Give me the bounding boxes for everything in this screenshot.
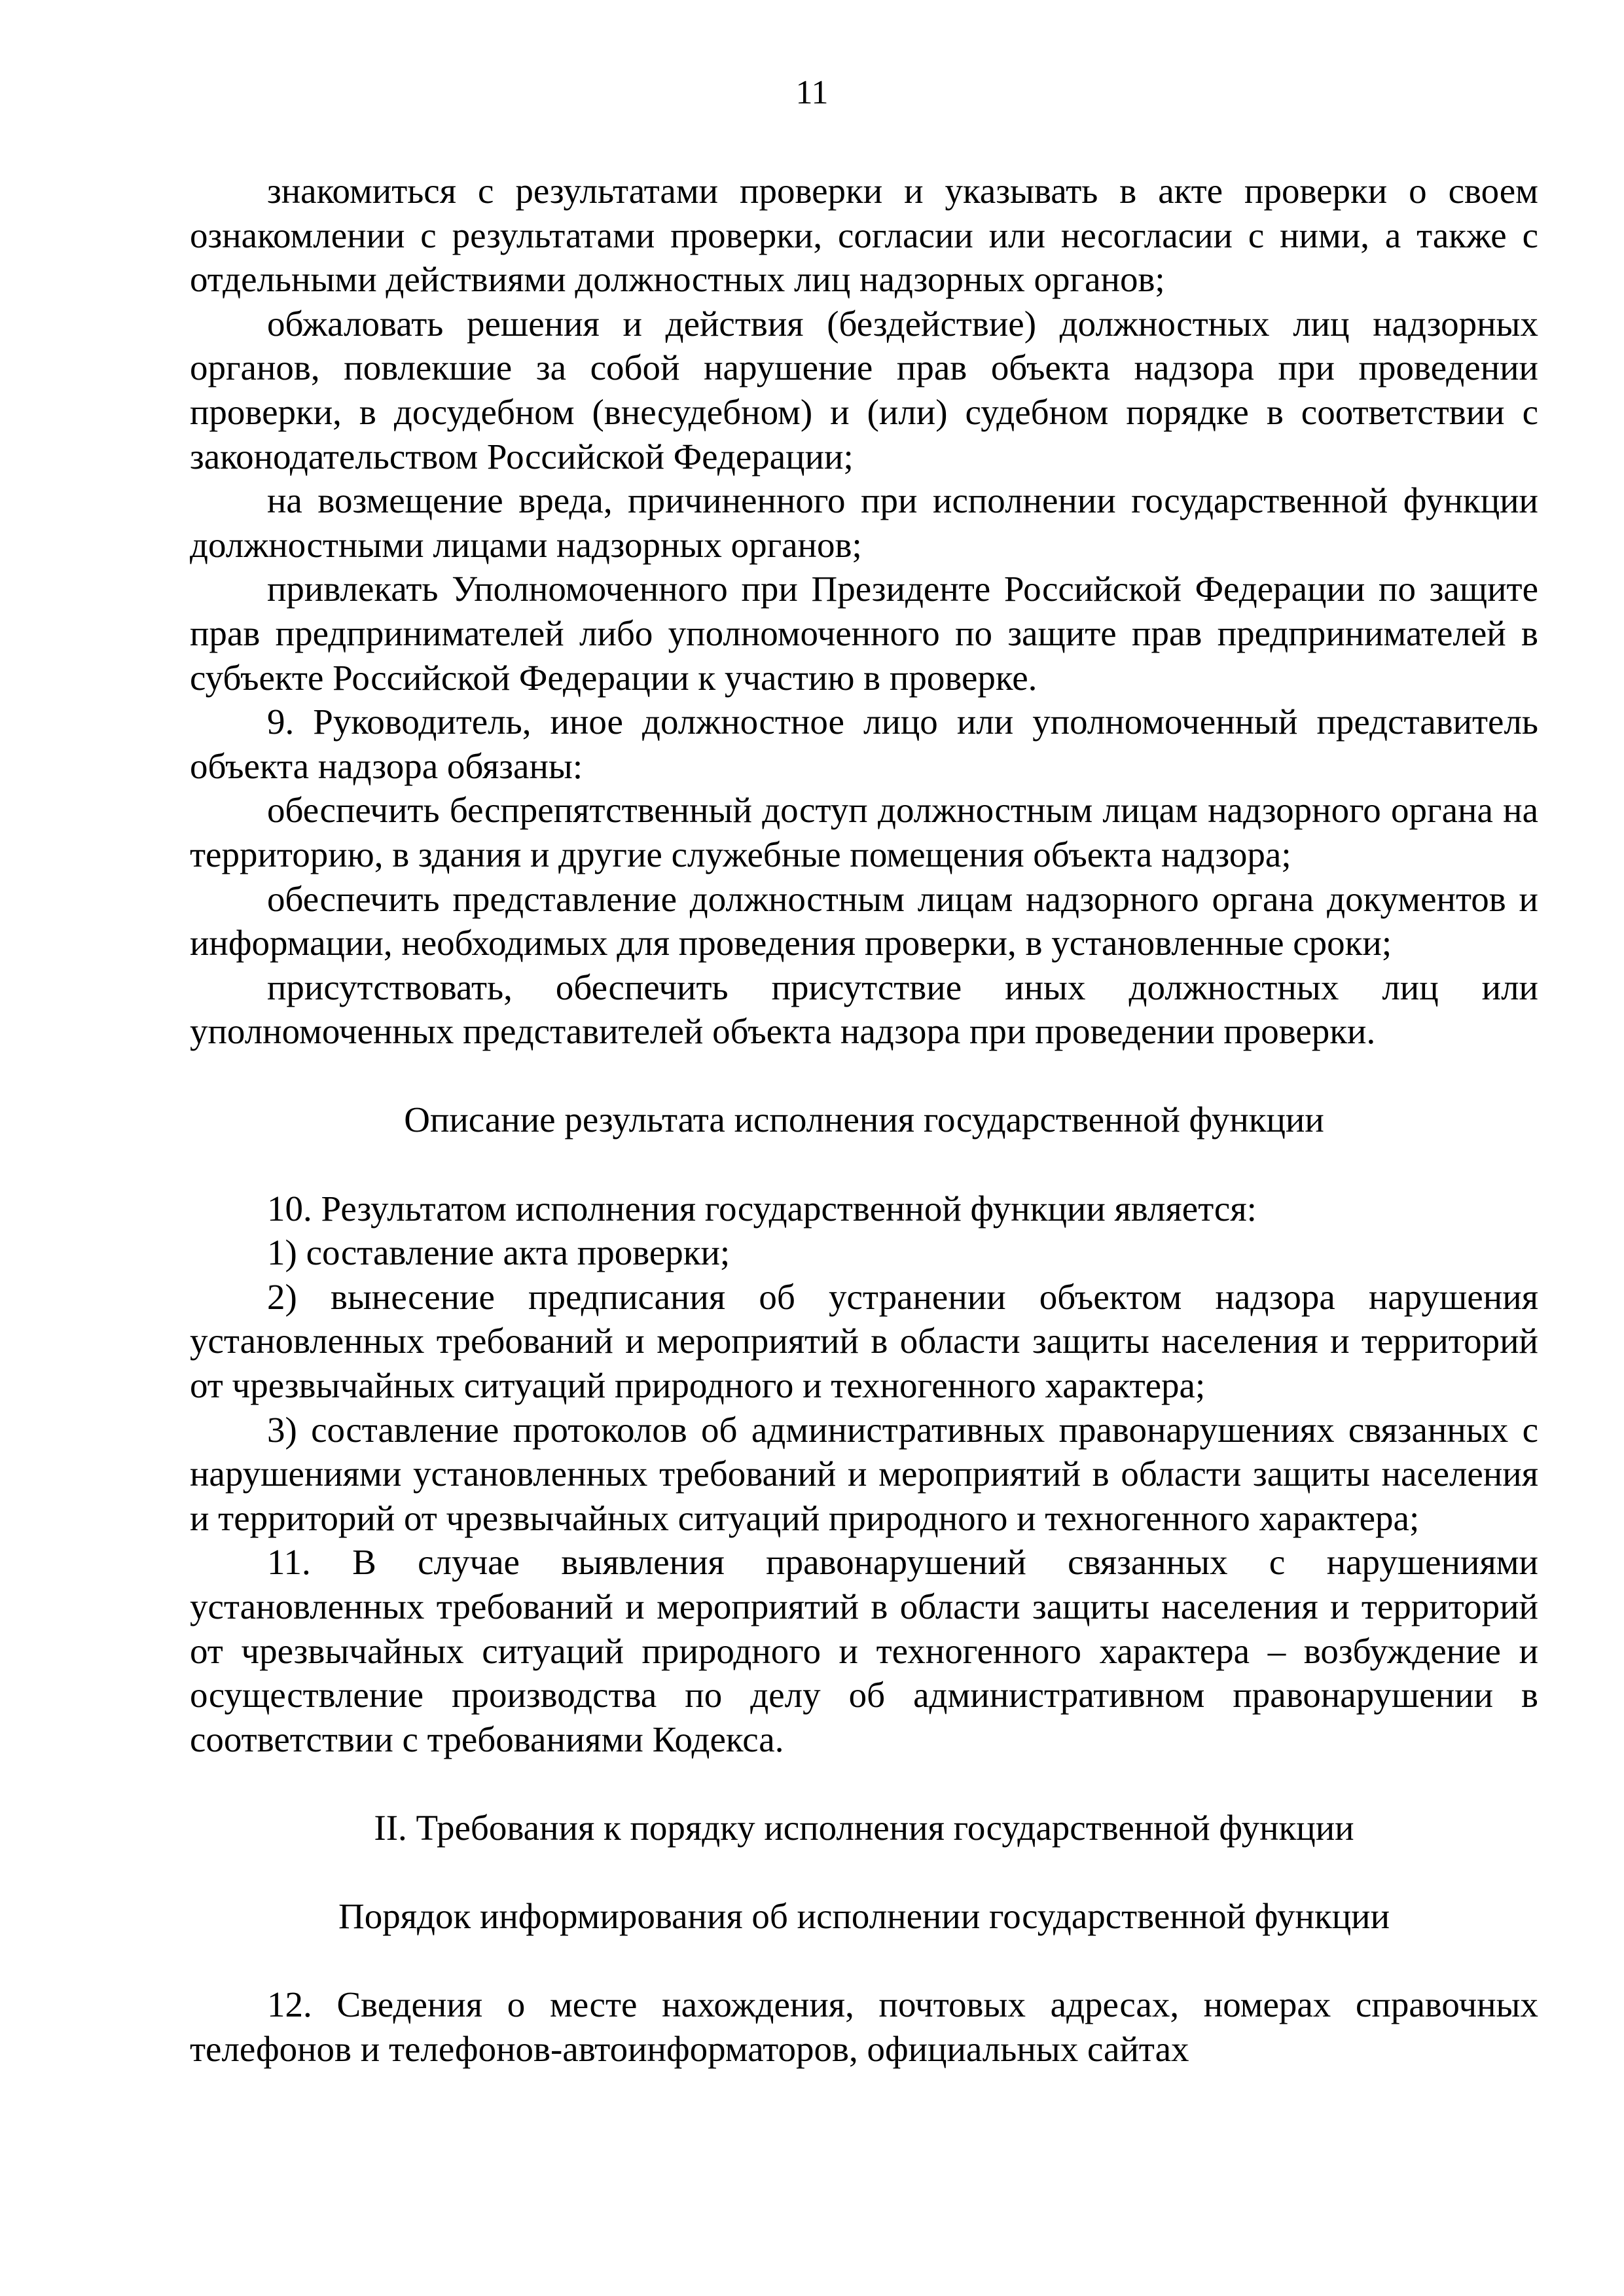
section-heading: Порядок информирования об исполнении государственной функции bbox=[338, 1896, 1390, 1937]
paragraph: присутствовать, обеспечить присутствие иных должностных лиц или уполномоченных представителей объекта надзора при проведении проверки. bbox=[190, 967, 1538, 1052]
paragraph: 1) составление акта проверки; bbox=[267, 1232, 731, 1273]
spacer bbox=[190, 1761, 1538, 1806]
paragraph: на возмещение вреда, причиненного при исполнении государственной функции должностными лицами надзорных органов; bbox=[190, 480, 1538, 565]
spacer bbox=[190, 1850, 1538, 1895]
paragraph: обжаловать решения и действия (бездействие) должностных лиц надзорных органов, повлекшие за собой нарушение прав объекта надзора при проведении проверки, в досудебном (внесудебном) и (или) судебном порядке в соответствии с законодательством Российской Федерации; bbox=[190, 303, 1538, 476]
paragraph: обеспечить представление должностным лицам надзорного органа документов и информации, необходимых для проведения проверки, в установленные сроки; bbox=[190, 878, 1538, 963]
page-number: 11 bbox=[795, 74, 829, 111]
paragraph: 10. Результатом исполнения государственной функции является: bbox=[267, 1188, 1257, 1229]
paragraph: привлекать Уполномоченного при Президенте Российской Федерации по защите прав предпринимателей либо уполномоченного по защите прав предпринимателей в субъекте Российской Федерации к участию в проверке. bbox=[190, 569, 1538, 698]
chapter-heading: II. Требования к порядку исполнения государственной функции bbox=[374, 1807, 1354, 1848]
paragraph: 11. В случае выявления правонарушений связанных с нарушениями установленных требований и мероприятий в области защиты населения и территорий от чрезвычайных ситуаций природного и техногенного характера – возбуждение и осуществление производства по делу об административном правонарушении в соответствии с требованиями Кодекса. bbox=[190, 1542, 1538, 1759]
paragraph: 12. Сведения о месте нахождения, почтовых адресах, номерах справочных телефонов и телефонов-автоинформаторов, официальных сайтах bbox=[190, 1984, 1538, 2069]
paragraph: 3) составление протоколов об административных правонарушениях связанных с нарушениями установленных требований и мероприятий в области защиты населения и территорий от чрезвычайных ситуаций природного и техногенного характера; bbox=[190, 1409, 1538, 1538]
paragraph: знакомиться с результатами проверки и указывать в акте проверки о своем ознакомлении с результатами проверки, согласии или несогласии с ними, а также с отдельными действиями должностных лиц надзорных органов; bbox=[190, 171, 1538, 300]
spacer bbox=[190, 1142, 1538, 1187]
spacer bbox=[190, 1939, 1538, 1983]
document-body bbox=[190, 169, 1538, 2072]
paragraph: 9. Руководитель, иное должностное лицо или уполномоченный представитель объекта надзора обязаны: bbox=[190, 702, 1538, 786]
paragraph: 2) вынесение предписания об устранении объектом надзора нарушения установленных требований и мероприятий в области защиты населения и территорий от чрезвычайных ситуаций природного и техногенного характера; bbox=[190, 1276, 1538, 1406]
paragraph: обеспечить беспрепятственный доступ должностным лицам надзорного органа на территорию, в здания и другие служебные помещения объекта надзора; bbox=[190, 790, 1538, 874]
section-heading: Описание результата исполнения государственной функции bbox=[404, 1100, 1324, 1140]
spacer bbox=[190, 1054, 1538, 1098]
